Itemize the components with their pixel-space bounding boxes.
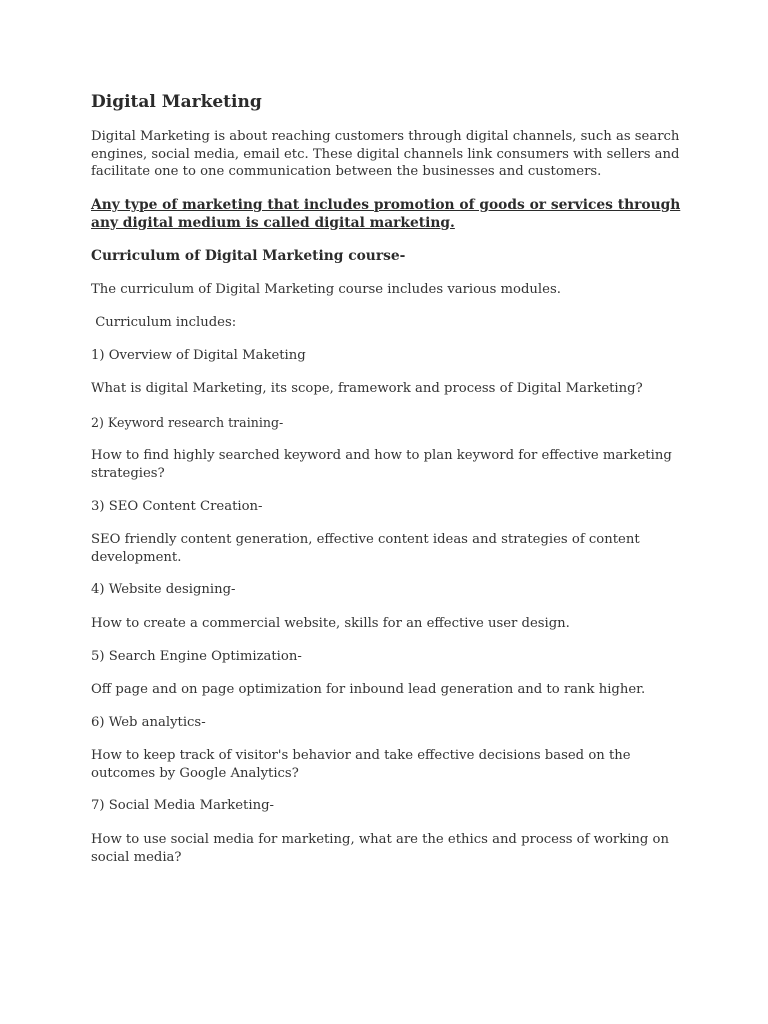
module-description: What is digital Marketing, its scope, framework and process of Digital Marketing? (91, 381, 643, 396)
document-title: Digital Marketing (91, 92, 262, 112)
module-description: Off page and on page optimization for inbound lead generation and to rank higher. (91, 682, 646, 697)
module-description: SEO friendly content generation, effective content ideas and strategies of content development. (91, 532, 640, 565)
module-description: How to use social media for marketing, what are the ethics and process of working on social media? (91, 832, 669, 865)
module-title: 6) Web analytics- (91, 715, 206, 730)
module-title: 4) Website designing- (91, 582, 236, 597)
curriculum-heading: Curriculum of Digital Marketing course- (91, 248, 406, 264)
module-title: 5) Search Engine Optimization- (91, 649, 302, 664)
module-description: How to keep track of visitor's behavior and take effective decisions based on the outcomes by Google Analytics? (91, 748, 631, 781)
module-description: How to create a commercial website, skills for an effective user design. (91, 616, 570, 631)
emphasis-paragraph: Any type of marketing that includes promotion of goods or services through any digital medium is called digital marketing. (91, 197, 681, 231)
intro-paragraph: Digital Marketing is about reaching customers through digital channels, such as search engines, social media, email etc. These digital channels link consumers with sellers and facilitate one to one communication between the businesses and customers. (91, 129, 680, 179)
module-title: 3) SEO Content Creation- (91, 499, 263, 514)
curriculum-intro: The curriculum of Digital Marketing course includes various modules. (91, 282, 561, 297)
curriculum-includes-label: Curriculum includes: (91, 315, 237, 330)
module-title: 2) Keyword research training- (91, 415, 284, 430)
module-description: How to find highly searched keyword and how to plan keyword for effective marketing strategies? (91, 448, 672, 481)
module-title: 1) Overview of Digital Maketing (91, 348, 306, 363)
module-title: 7) Social Media Marketing- (91, 798, 274, 813)
